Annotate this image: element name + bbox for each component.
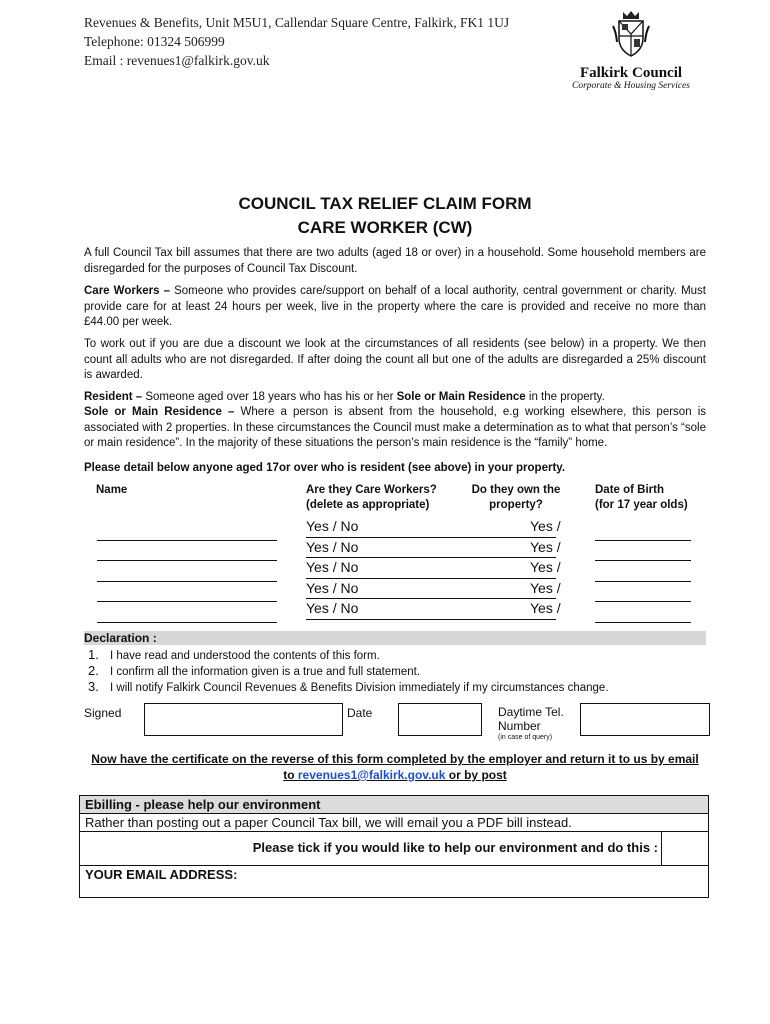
resident-text-b: in the property.	[525, 391, 605, 403]
detail-instruction: Please detail below anyone aged 17or over who is resident (see above) in your property.	[84, 462, 566, 474]
email-address-field[interactable]	[80, 866, 708, 896]
dob-field[interactable]	[595, 581, 691, 582]
care-workers-paragraph	[84, 284, 706, 331]
phone-note: (in case of query)	[498, 734, 553, 741]
dob-field[interactable]	[595, 540, 691, 541]
declaration-heading: Declaration :	[84, 631, 706, 645]
row-rule	[306, 557, 556, 558]
care-worker-choice[interactable]: Yes / No	[306, 580, 359, 596]
dob-field[interactable]	[595, 622, 691, 623]
sole-residence-text: Where a person is absent from the household, e.g working elsewhere, this person is associated with 2 properties. In these circumstances the Council must make a determination as to what that person’s “sole or main residence”. In the majority of these situations the person’s main residence is the “family” home.	[84, 406, 707, 449]
name-field[interactable]	[97, 601, 277, 602]
resident-text-a: Someone aged over 18 years who has his or her	[142, 391, 397, 403]
return-instruction: Now have the certificate on the reverse of this form completed by the employer and return it to us by email to revenues1@falkirk.gov.uk or by post	[91, 752, 699, 782]
column-header-dob: Date of Birth (for 17 year olds)	[595, 484, 688, 511]
dob-field[interactable]	[595, 601, 691, 602]
name-field[interactable]	[97, 560, 277, 561]
email-line: Email : revenues1@falkirk.gov.uk	[84, 53, 270, 68]
sole-residence-term: Sole or Main Residence –	[84, 406, 235, 418]
owner-choice[interactable]: Yes /	[530, 539, 561, 555]
declaration-item-1: 1. I have read and understood the contents of this form.	[88, 647, 380, 662]
care-worker-choice[interactable]: Yes / No	[306, 600, 359, 616]
dob-field[interactable]	[595, 560, 691, 561]
column-header-own-property: Do they own the property?	[471, 484, 561, 511]
row-rule	[306, 619, 556, 620]
resident-term-2: Sole or Main Residence	[396, 391, 526, 403]
date-label: Date	[347, 706, 373, 720]
phone-box[interactable]	[580, 703, 710, 736]
name-field[interactable]	[97, 581, 277, 582]
care-worker-choice[interactable]: Yes / No	[306, 559, 359, 575]
logo-name: Falkirk Council	[579, 65, 683, 81]
phone-label: Daytime Tel. Number (in case of query)	[498, 705, 564, 741]
ebilling-heading: Ebilling - please help our environment	[80, 796, 708, 814]
row-rule	[306, 598, 556, 599]
resident-term: Resident –	[84, 391, 143, 403]
row-rule	[306, 537, 556, 538]
discount-paragraph: To work out if you are due a discount we look at the circumstances of all residents (see below) in a property. We then count all adults who are not disregarded. If after doing the count all but one of the adults are disregarded a 25% discount is awarded.	[84, 338, 706, 381]
date-box[interactable]	[398, 703, 482, 736]
row-rule	[306, 578, 556, 579]
care-worker-choice[interactable]: Yes / No	[306, 518, 359, 534]
ebilling-tick-label: Please tick if you would like to help our environment and do this :	[252, 840, 658, 855]
owner-choice[interactable]: Yes /	[530, 518, 561, 534]
owner-choice[interactable]: Yes /	[530, 559, 561, 575]
declaration-item-3: 3. I will notify Falkirk Council Revenues & Benefits Division immediately if my circumstances change.	[88, 679, 609, 694]
return-email-link[interactable]: revenues1@falkirk.gov.uk	[297, 768, 449, 782]
coat-of-arms-icon	[611, 10, 651, 58]
form-subtitle: CARE WORKER (CW)	[297, 218, 473, 237]
telephone-line: Telephone: 01324 506999	[84, 34, 225, 49]
name-field[interactable]	[97, 540, 277, 541]
signature-box[interactable]	[144, 703, 343, 736]
declaration-item-2: 2. I confirm all the information given is a true and full statement.	[88, 663, 421, 678]
intro-paragraph: A full Council Tax bill assumes that there are two adults (aged 18 or over) in a household. Some household members are disregarded for the purposes of Council Tax Discount.	[84, 247, 706, 275]
sole-residence-paragraph	[84, 405, 706, 452]
resident-paragraph	[84, 390, 706, 406]
form-title: COUNCIL TAX RELIEF CLAIM FORM	[238, 194, 532, 213]
ebilling-tick-row	[80, 831, 708, 866]
logo-subtitle: Corporate & Housing Services	[572, 81, 690, 91]
contact-block	[84, 13, 509, 70]
ebilling-description: Rather than posting out a paper Council Tax bill, we will email you a PDF bill instead.	[85, 815, 572, 830]
care-workers-term: Care Workers –	[84, 285, 170, 297]
care-workers-text: Someone who provides care/support on behalf of a local authority, central government or charity. Must provide care for at least 24 hours per week, live in the property where the care is provided and receive no more than £44.00 per week.	[84, 285, 706, 328]
signed-label: Signed	[84, 706, 122, 720]
ebilling-tick-checkbox[interactable]	[661, 832, 708, 865]
council-logo	[566, 10, 696, 90]
email-address-label: YOUR EMAIL ADDRESS:	[85, 867, 238, 882]
column-header-name: Name	[96, 484, 128, 496]
address-line: Revenues & Benefits, Unit M5U1, Callendar Square Centre, Falkirk, FK1 1UJ	[84, 15, 510, 30]
column-header-care-workers: Are they Care Workers? (delete as appropriate)	[306, 484, 437, 511]
ebilling-section	[79, 795, 709, 898]
owner-choice[interactable]: Yes /	[530, 580, 561, 596]
name-field[interactable]	[97, 622, 277, 623]
owner-choice[interactable]: Yes /	[530, 600, 561, 616]
care-worker-choice[interactable]: Yes / No	[306, 539, 359, 555]
